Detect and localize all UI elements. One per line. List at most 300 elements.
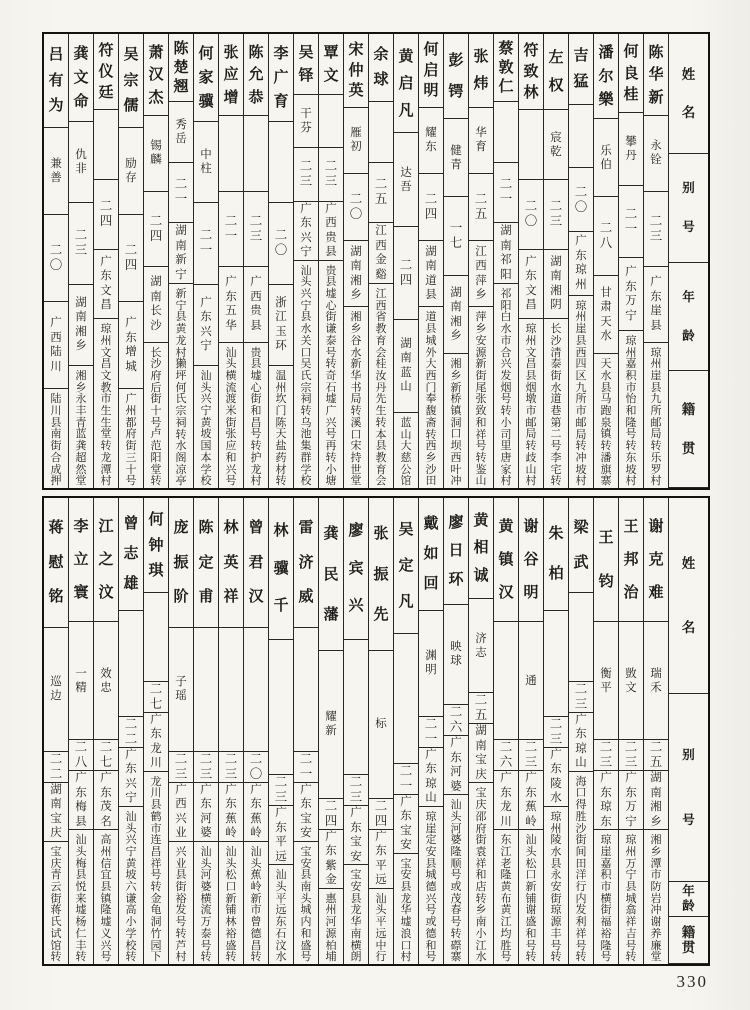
person-age: 二 四 (394, 227, 418, 320)
person-column (118, 498, 143, 964)
person-alias (194, 628, 218, 752)
person-age: 二 〇 (519, 180, 543, 250)
person-column (568, 498, 593, 964)
person-address: 萍 乡 安 源 新 街 尾 张 致 和 祥 号 转 鉴 山 (475, 311, 487, 488)
person-native-place: 甘 肃 天 水 (594, 276, 618, 354)
person-name: 潘 尔 樂 (594, 34, 618, 119)
person-column (518, 498, 543, 964)
person-address: 长 沙 府 后 街 十 号 卢 范 阳 堂 转 (150, 346, 162, 488)
person-column (44, 498, 68, 964)
person-alias: 锡 麟 (144, 116, 168, 191)
person-age: 二 二 (44, 752, 68, 783)
person-age: 二 一 (619, 186, 643, 259)
person-age: 二 四 (94, 180, 118, 250)
person-age: 二 三 (69, 203, 93, 284)
person-alias: 耀 新 (319, 651, 343, 799)
person-name: 陈 定 甫 (194, 498, 218, 628)
person-name: 符 致 林 (519, 34, 543, 110)
person-native-place: 广 东 龙 川 (494, 771, 518, 830)
person-name: 谢 谷 明 (519, 498, 543, 622)
person-column (518, 34, 543, 488)
person-column (543, 498, 568, 964)
person-address: 湘 乡 永 丰 青 蓝 龚 超 然 堂 (75, 369, 87, 488)
person-alias: 华 育 (469, 108, 493, 175)
person-address: 汕 头 兴 宁 县 水 关 口 吴 氏 宗 祠 转 乌 池 集 群 学 校 (300, 264, 312, 488)
person-address: 琼 州 陵 水 县 永 安 街 琼 源 丰 号 转 (550, 810, 562, 964)
person-native-place: 湖 南 祁 阳 (494, 223, 518, 284)
person-column (143, 34, 168, 488)
person-address: 琼 州 嘉 积 市 怡 和 隆 号 转 东 坡 村 (625, 334, 637, 488)
header-name: 姓 名 (669, 498, 708, 694)
person-age: 二 三 (219, 752, 243, 783)
person-name: 江 之 汶 (94, 498, 118, 622)
person-native-place: 广 东 兴 宁 (119, 748, 143, 807)
person-native-place: 广 东 宝 安 (294, 783, 318, 842)
person-age: 二 三 (319, 148, 343, 202)
person-name: 林 骥 千 (269, 498, 293, 640)
person-alias: 敳 文 (619, 622, 643, 740)
person-alias (519, 110, 543, 180)
person-native-place: 湖 南 蓝 山 (394, 320, 418, 413)
person-native-place: 湖 南 道 县 (419, 241, 443, 308)
person-name: 左 权 (544, 34, 568, 110)
person-native-place: 广 东 蕉 岭 (519, 771, 543, 830)
person-alias: 宸 乾 (544, 110, 568, 180)
person-alias: 达 吾 (394, 133, 418, 226)
person-native-place: 广 东 琼 山 (569, 713, 593, 772)
person-address: 蓝 山 大 慈 公 馆 (400, 416, 412, 488)
person-native-place: 广 西 陆 川 (44, 302, 68, 389)
person-column (643, 498, 668, 964)
person-column (93, 34, 118, 488)
person-alias (269, 122, 293, 203)
person-age: 二 五 (644, 740, 668, 771)
person-name: 吴 宗 儒 (119, 34, 143, 128)
person-name: 覃 文 (319, 34, 343, 95)
person-alias (244, 628, 268, 752)
person-alias (319, 95, 343, 149)
person-column (443, 498, 468, 964)
person-column (243, 498, 268, 964)
person-native-place: 广 东 蕉 岭 (244, 783, 268, 842)
person-native-place: 广 东 万 宁 (619, 258, 643, 331)
person-age: 二 三 (169, 752, 193, 783)
person-name: 王 邦 治 (619, 498, 643, 622)
person-address: 琼 州 崖 县 九 所 邮 局 转 乐 罗 村 (650, 346, 662, 488)
person-column (343, 34, 368, 488)
person-age: 二 七 (94, 740, 118, 771)
person-address: 龙 川 县 鹤 市 连 昌 祥 号 转 金 龟 洞 竹 园 下 (150, 775, 162, 964)
person-address: 宝 安 县 南 头 城 内 和 盛 号 (300, 845, 312, 964)
person-native-place: 广 东 琼 山 (419, 748, 443, 807)
person-name: 陈 华 新 (644, 34, 668, 116)
person-age: 二 三 (269, 775, 293, 806)
person-age: 二 四 (419, 174, 443, 241)
person-name: 余 球 (369, 34, 393, 102)
person-age: 二 〇 (244, 752, 268, 783)
person-native-place: 湖 南 长 沙 (144, 267, 168, 342)
person-name: 何 启 明 (419, 34, 443, 108)
person-alias: 秀 岳 (169, 102, 193, 163)
person-address: 汕 头 河 婆 隆 顺 号 或 茂 春 号 转 磜 寨 (450, 799, 462, 964)
person-column (68, 498, 93, 964)
person-column (218, 34, 243, 488)
person-address: 贵 县 墟 心 街 和 昌 号 转 护 龙 村 (250, 346, 262, 488)
person-native-place: 广 东 梅 县 (69, 771, 93, 830)
person-column (168, 34, 193, 488)
person-address: 新 宁 县 黄 龙 村 獭 坪 何 氏 宗 祠 转 水 阁 凉 亭 (175, 288, 187, 488)
person-column (468, 498, 493, 964)
person-alias: 励 存 (119, 128, 143, 215)
person-column (143, 498, 168, 964)
person-name: 陈 允 恭 (244, 34, 268, 116)
person-alias (119, 611, 143, 717)
person-address: 湘 乡 谷 水 新 华 书 局 转 溪 口 宋 持 世 堂 (350, 311, 362, 488)
person-name: 张 炜 (469, 34, 493, 108)
person-age: 二 〇 (344, 174, 368, 241)
header-name: 姓 名 (669, 34, 708, 154)
person-age: 二 三 (294, 148, 318, 202)
person-address: 天 水 县 马 跑 泉 镇 转 潘 旗 寨 (600, 358, 612, 488)
person-column (243, 34, 268, 488)
header-alias: 别 号 (669, 154, 708, 263)
person-age: 二 四 (144, 192, 168, 267)
person-address: 琼 崖 定 安 县 城 德 兴 号 或 德 和 号 (425, 810, 437, 964)
person-native-place: 广 东 紫 金 (319, 830, 343, 889)
person-column (618, 34, 643, 488)
person-column (268, 498, 293, 964)
person-address: 琼 州 文 昌 文 教 市 生 生 堂 转 龙 潭 村 (100, 323, 112, 488)
person-alias: 攀 丹 (619, 113, 643, 186)
person-alias: 瑞 禾 (644, 622, 668, 740)
header-native-place: 籍 贯 (669, 917, 708, 964)
person-native-place: 广 东 陵 水 (544, 748, 568, 807)
person-alias: 耀 东 (419, 108, 443, 175)
person-column (193, 498, 218, 964)
person-name: 萧 汉 杰 (144, 34, 168, 116)
person-age: 二 八 (69, 740, 93, 771)
person-name: 龚 民 藩 (319, 498, 343, 651)
person-address: 宝 庆 青 云 街 蒋 氏 试 馆 转 (50, 845, 62, 964)
person-native-place: 广 东 琼 东 (594, 771, 618, 830)
person-age: 二 四 (369, 799, 393, 830)
person-age: 二 四 (319, 799, 343, 830)
person-name: 黄 相 诚 (469, 498, 493, 599)
person-age: 二 二 (119, 717, 143, 748)
person-name: 吴 铎 (294, 34, 318, 95)
header-column (668, 498, 708, 964)
person-native-place: 广 东 龙 川 (144, 713, 168, 772)
person-age: 二 〇 (569, 168, 593, 232)
person-alias (144, 593, 168, 682)
person-alias (569, 593, 593, 682)
person-column (643, 34, 668, 488)
person-native-place: 江 西 金 谿 (369, 223, 393, 284)
person-age: 二 三 (544, 717, 568, 748)
person-address: 琼 州 万 宁 县 城 翕 祥 吉 号 转 (625, 834, 637, 964)
person-native-place: 广 东 琼 州 (569, 232, 593, 296)
person-column (268, 34, 293, 488)
person-name: 黄 启 凡 (394, 34, 418, 133)
person-native-place: 广 东 河 婆 (444, 736, 468, 795)
person-address: 江 西 省 教 育 会 桂 汝 丹 先 生 转 本 县 教 育 会 (375, 288, 387, 488)
roster-table-top (42, 32, 710, 490)
person-column (368, 34, 393, 488)
person-alias (394, 634, 418, 764)
person-column (68, 34, 93, 488)
person-age: 一 七 (444, 197, 468, 275)
person-age: 二 六 (444, 705, 468, 736)
person-alias: 一 精 (69, 622, 93, 740)
person-age: 二 五 (369, 163, 393, 224)
person-column (168, 498, 193, 964)
person-age: 二 三 (544, 180, 568, 250)
person-address: 温 州 坎 门 陈 天 盐 药 材 转 (275, 369, 287, 488)
person-column (293, 498, 318, 964)
person-name: 曾 君 汉 (244, 498, 268, 628)
person-native-place: 广 东 五 华 (219, 267, 243, 342)
person-address: 汕 头 平 远 东 石 汶 水 (275, 869, 287, 964)
person-address: 汕 头 兴 宁 黄 坡 国 本 学 校 (200, 369, 212, 488)
person-age: 二 三 (569, 682, 593, 713)
person-alias (244, 116, 268, 191)
person-name: 林 英 祥 (219, 498, 243, 628)
page-number: 330 (676, 972, 708, 991)
person-alias: 雁 初 (344, 108, 368, 175)
person-age: 二 一 (219, 192, 243, 267)
person-address: 道 县 城 外 大 西 门 奉 馥 斋 转 西 乡 沙 田 (425, 311, 437, 488)
person-alias: 渊 明 (419, 611, 443, 717)
person-alias: 通 (519, 622, 543, 740)
person-name: 梁 武 (569, 498, 593, 593)
person-alias: 仇 非 (69, 122, 93, 203)
person-alias (219, 116, 243, 191)
person-address: 汕 头 兴 宁 黄 坡 六 谦 高 小 学 校 转 (125, 810, 137, 964)
person-address: 长 沙 清 泰 街 水 道 巷 第 二 号 李 宅 转 (550, 323, 562, 488)
person-native-place: 广 西 贵 县 (244, 267, 268, 342)
header-native-place: 籍 贯 (669, 371, 708, 488)
person-native-place: 湖 南 湘 乡 (69, 285, 93, 366)
person-address: 宝 庆 邵 府 街 袁 祥 和 店 转 乡 南 小 江 水 (475, 787, 487, 964)
header-age: 年 龄 (669, 263, 708, 371)
person-alias (344, 640, 368, 776)
person-alias: 巡 边 (44, 628, 68, 752)
person-name: 戴 如 回 (419, 498, 443, 611)
person-address: 东 江 老 隆 黄 布 黄 江 均 胜 号 (500, 834, 512, 964)
person-native-place: 湖 南 湘 阴 (544, 250, 568, 320)
person-age: 二 三 (644, 192, 668, 267)
person-alias: 标 (369, 651, 393, 799)
person-age: 二 〇 (44, 215, 68, 302)
person-column (618, 498, 643, 964)
person-age: 二 三 (594, 740, 618, 771)
person-alias: 子 瑶 (169, 628, 193, 752)
person-native-place: 湖 南 湘 乡 (444, 276, 468, 354)
person-age: 二 一 (169, 163, 193, 224)
roster-table-bottom (42, 496, 710, 966)
person-column (318, 498, 343, 964)
person-address: 汕 头 横 流 渡 米 街 张 应 和 兴 号 (225, 346, 237, 488)
person-name: 蔡 敦 仁 (494, 34, 518, 102)
person-native-place: 广 东 宝 安 (344, 806, 368, 865)
person-alias: 健 青 (444, 119, 468, 197)
person-alias: 永 铨 (644, 116, 668, 191)
person-column (543, 34, 568, 488)
person-age: 二 一 (394, 764, 418, 795)
person-name: 宋 仲 英 (344, 34, 368, 108)
person-name: 谢 克 难 (644, 498, 668, 622)
person-column (493, 498, 518, 964)
person-column (418, 498, 443, 964)
person-column (593, 34, 618, 488)
header-age: 年 龄 (669, 882, 708, 917)
person-column (318, 34, 343, 488)
person-column (93, 498, 118, 964)
person-age: 二 四 (119, 215, 143, 302)
person-name: 张 振 先 (369, 498, 393, 651)
person-native-place: 广 东 文 昌 (94, 250, 118, 320)
person-address: 汕 头 平 远 中 行 (375, 892, 387, 964)
person-address: 陆 川 县 南 街 合 成 押 (50, 393, 62, 488)
person-native-place: 江 西 萍 乡 (469, 241, 493, 308)
person-address: 汕 头 松 口 新 铺 谢 盛 和 号 转 (525, 834, 537, 964)
person-age: 二 三 (344, 775, 368, 806)
person-name: 吉 猛 (569, 34, 593, 105)
person-address: 祁 阳 白 水 市 合 兴 发 烟 号 转 小 司 里 唐 家 村 (500, 288, 512, 488)
person-native-place: 广 东 平 远 (269, 806, 293, 865)
person-name: 廖 宾 兴 (344, 498, 368, 640)
person-age: 二 三 (244, 192, 268, 267)
person-native-place: 广 西 贵 县 (319, 202, 343, 261)
person-age: 二 三 (194, 752, 218, 783)
person-address: 贵 县 墟 心 街 谦 泰 号 转 奇 石 墟 广 兴 号 再 转 小 塘 (325, 264, 337, 488)
header-column (668, 34, 708, 488)
person-alias: 中 柱 (194, 122, 218, 203)
person-native-place: 广 东 增 城 (119, 302, 143, 389)
person-name: 吕 有 为 (44, 34, 68, 128)
person-name: 何 家 骥 (194, 34, 218, 122)
person-native-place: 广 西 兴 业 (169, 783, 193, 842)
person-address: 宝 安 县 龙 华 墟 浪 口 村 (400, 857, 412, 964)
person-alias: 衡 平 (594, 622, 618, 740)
person-native-place: 广 东 蕉 岭 (219, 783, 243, 842)
person-column (193, 34, 218, 488)
person-name: 黄 镇 汉 (494, 498, 518, 622)
person-address: 汕 头 河 婆 横 流 万 泰 号 转 (200, 845, 212, 964)
person-alias: 济 志 (469, 599, 493, 694)
person-native-place: 广 东 兴 宁 (294, 202, 318, 261)
person-name: 张 应 增 (219, 34, 243, 116)
person-column (343, 498, 368, 964)
person-name: 吴 定 凡 (394, 498, 418, 634)
person-native-place: 广 东 平 远 (369, 830, 393, 889)
person-age: 二 三 (519, 740, 543, 771)
person-alias (369, 102, 393, 163)
person-name: 李 立 寰 (69, 498, 93, 622)
person-name: 何 钟 琪 (144, 498, 168, 593)
person-address: 惠 州 河 源 柏 埔 (325, 892, 337, 964)
person-address: 海 口 得 胜 沙 街 间 田 洋 行 内 发 利 祥 号 转 (575, 775, 587, 964)
person-name: 朱 柏 (544, 498, 568, 611)
person-age: 二 〇 (269, 203, 293, 284)
person-native-place: 浙 江 玉 环 (269, 285, 293, 366)
person-alias (544, 611, 568, 717)
person-address: 湘 乡 新 桥 镇 洞 口 坝 西 叶 冲 (450, 358, 462, 488)
person-age: 二 一 (194, 203, 218, 284)
person-alias: 效 忠 (94, 622, 118, 740)
person-native-place: 广 东 茂 名 (94, 771, 118, 830)
person-name: 蒋 慰 铭 (44, 498, 68, 628)
person-name: 李 广 育 (269, 34, 293, 122)
person-address: 湘 乡 潭 市 防 岩 冲 谢 养 廉 堂 (650, 834, 662, 964)
person-alias: 乐 伯 (594, 119, 618, 197)
person-address: 琼 崖 嘉 积 市 横 街 福 裕 隆 号 (600, 834, 612, 964)
person-alias: 干 芬 (294, 95, 318, 149)
person-alias (219, 628, 243, 752)
person-native-place: 湖 南 湘 乡 (344, 241, 368, 308)
person-name: 彭 锷 (444, 34, 468, 119)
person-name: 雷 济 威 (294, 498, 318, 628)
person-native-place: 湖 南 湘 乡 (644, 771, 668, 830)
header-alias: 别 号 (669, 694, 708, 882)
person-address: 高 州 信 宜 县 镇 隆 墟 义 兴 号 (100, 834, 112, 964)
person-age: 二 一 (419, 717, 443, 748)
person-alias (94, 110, 118, 180)
person-column (44, 34, 68, 488)
person-age: 二 五 (469, 693, 493, 724)
person-native-place: 湖 南 宝 庆 (469, 724, 493, 783)
person-address: 汕 头 梅 县 悦 来 墟 杨 仁 丰 转 (75, 834, 87, 964)
person-column (493, 34, 518, 488)
person-name: 龚 文 命 (69, 34, 93, 122)
person-age: 二 七 (144, 682, 168, 713)
person-age: 二 三 (619, 740, 643, 771)
person-name: 王 钧 (594, 498, 618, 622)
person-native-place: 湖 南 宝 庆 (44, 783, 68, 842)
person-column (593, 498, 618, 964)
person-name: 廖 日 环 (444, 498, 468, 605)
person-alias (269, 640, 293, 776)
person-column (393, 34, 418, 488)
person-column (468, 34, 493, 488)
person-age: 二 六 (494, 740, 518, 771)
person-native-place: 广 东 宝 安 (394, 795, 418, 854)
person-age: 二 一 (494, 163, 518, 224)
person-alias (294, 628, 318, 752)
person-address: 汕 头 松 口 新 铺 林 裕 盛 转 (225, 845, 237, 964)
person-column (418, 34, 443, 488)
person-address: 琼 州 崖 县 西 四 区 九 所 市 邮 局 转 冲 坡 村 (575, 299, 587, 488)
person-column (118, 34, 143, 488)
person-column (293, 34, 318, 488)
person-name: 符 仪 廷 (94, 34, 118, 110)
person-native-place: 广 东 河 婆 (194, 783, 218, 842)
person-address: 汕 头 蕉 岭 新 市 曾 德 昌 转 (250, 845, 262, 964)
person-name: 庞 振 阶 (169, 498, 193, 628)
person-alias (494, 102, 518, 163)
person-column (443, 34, 468, 488)
person-alias (569, 105, 593, 169)
person-alias: 兼 善 (44, 128, 68, 215)
person-native-place: 广 东 文 昌 (519, 250, 543, 320)
person-column (568, 34, 593, 488)
person-native-place: 广 东 兴 宁 (194, 285, 218, 366)
person-native-place: 湖 南 新 宁 (169, 223, 193, 284)
person-alias: 映 球 (444, 605, 468, 705)
person-name: 陈 楚 翘 (169, 34, 193, 102)
person-native-place: 广 东 崖 县 (644, 267, 668, 342)
person-age: 二 八 (594, 197, 618, 275)
